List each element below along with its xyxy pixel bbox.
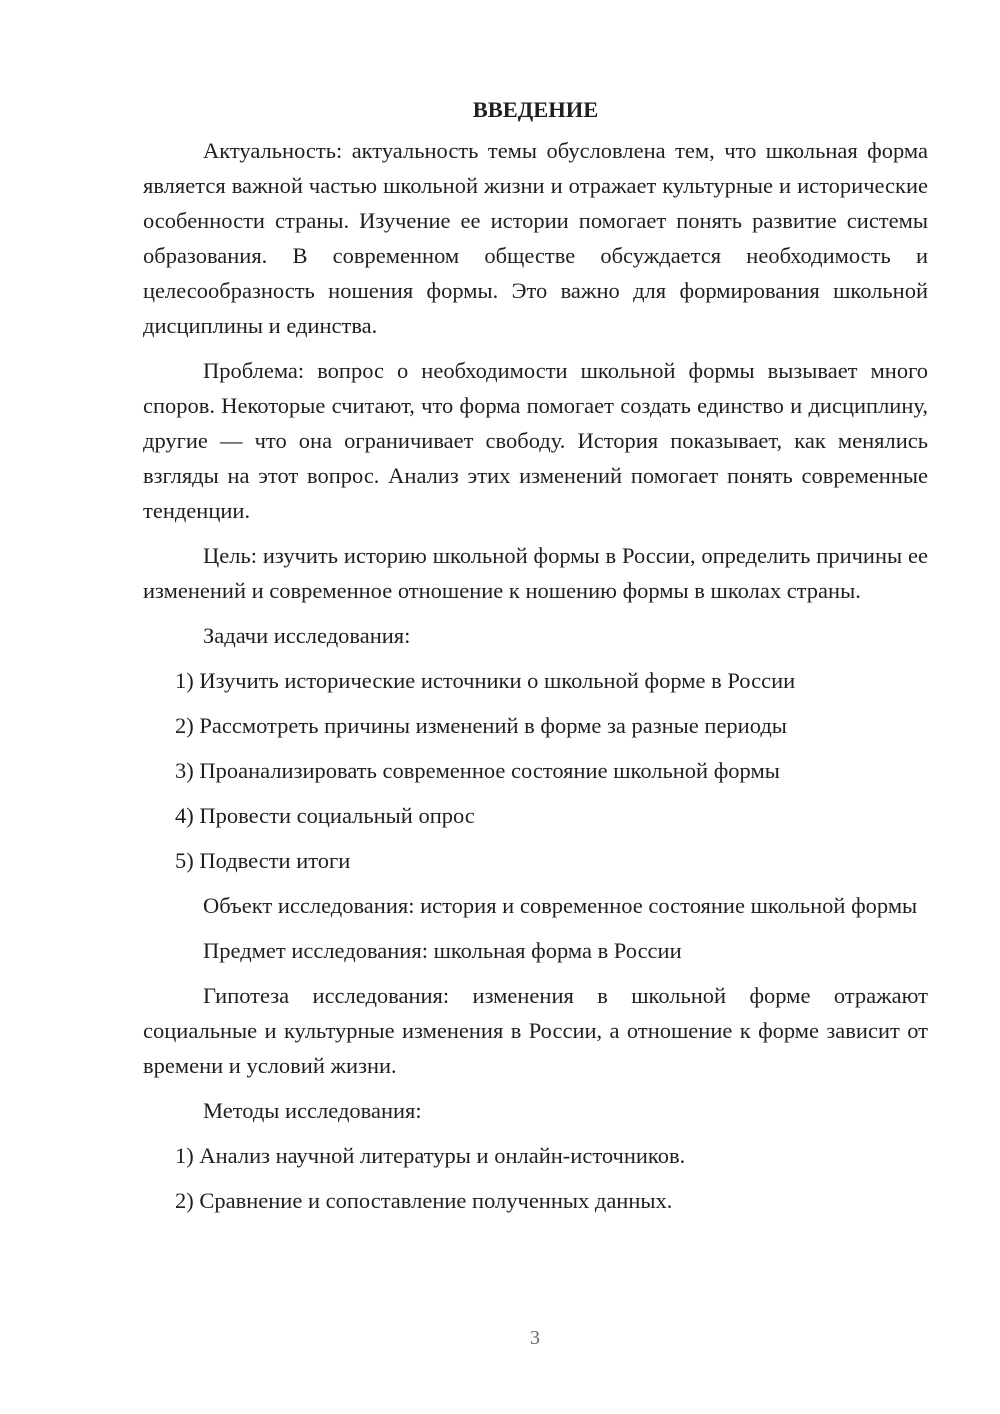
problem-paragraph: Проблема: вопрос о необходимости школьной формы вызывает много споров. Некоторые считают, что форма помогает создать единство и дисциплину, другие — что она ограничивает свободу. История показывает, как менялись взгляды на этот вопрос. Анализ этих изменений помогает понять современные тенденции. (143, 358, 928, 523)
methods-list (143, 1138, 928, 1218)
task-item: 3) Проанализировать современное состояние школьной формы (175, 758, 780, 783)
object-paragraph: Объект исследования: история и современное состояние школьной формы (203, 893, 918, 918)
task-item: 5) Подвести итоги (175, 848, 351, 873)
page-number: 3 (530, 1327, 540, 1349)
methods-heading: Методы исследования: (203, 1098, 422, 1123)
section-title: ВВЕДЕНИЕ (472, 97, 599, 122)
page-content (143, 92, 928, 1228)
relevance-paragraph: Актуальность: актуальность темы обусловлена тем, что школьная форма является важной частью школьной жизни и отражает культурные и исторические особенности страны. Изучение ее истории помогает понять развитие системы образования. В современном обществе обсуждается необходимость и целесообразность ношения формы. Это важно для формирования школьной дисциплины и единства. (143, 138, 928, 338)
tasks-heading: Задачи исследования: (203, 623, 411, 648)
task-item: 1) Изучить исторические источники о школьной форме в России (175, 668, 796, 693)
task-item: 2) Рассмотреть причины изменений в форме за разные периоды (175, 713, 787, 738)
method-item: 1) Анализ научной литературы и онлайн-источников. (175, 1143, 686, 1168)
tasks-list (143, 663, 928, 878)
goal-paragraph: Цель: изучить историю школьной формы в России, определить причины ее изменений и современное отношение к ношению формы в школах страны. (143, 543, 928, 603)
subject-paragraph: Предмет исследования: школьная форма в России (203, 938, 682, 963)
hypothesis-paragraph: Гипотеза исследования: изменения в школьной форме отражают социальные и культурные изменения в России, а отношение к форме зависит от времени и условий жизни. (143, 983, 928, 1078)
method-item: 2) Сравнение и сопоставление полученных данных. (175, 1188, 673, 1213)
task-item: 4) Провести социальный опрос (175, 803, 475, 828)
